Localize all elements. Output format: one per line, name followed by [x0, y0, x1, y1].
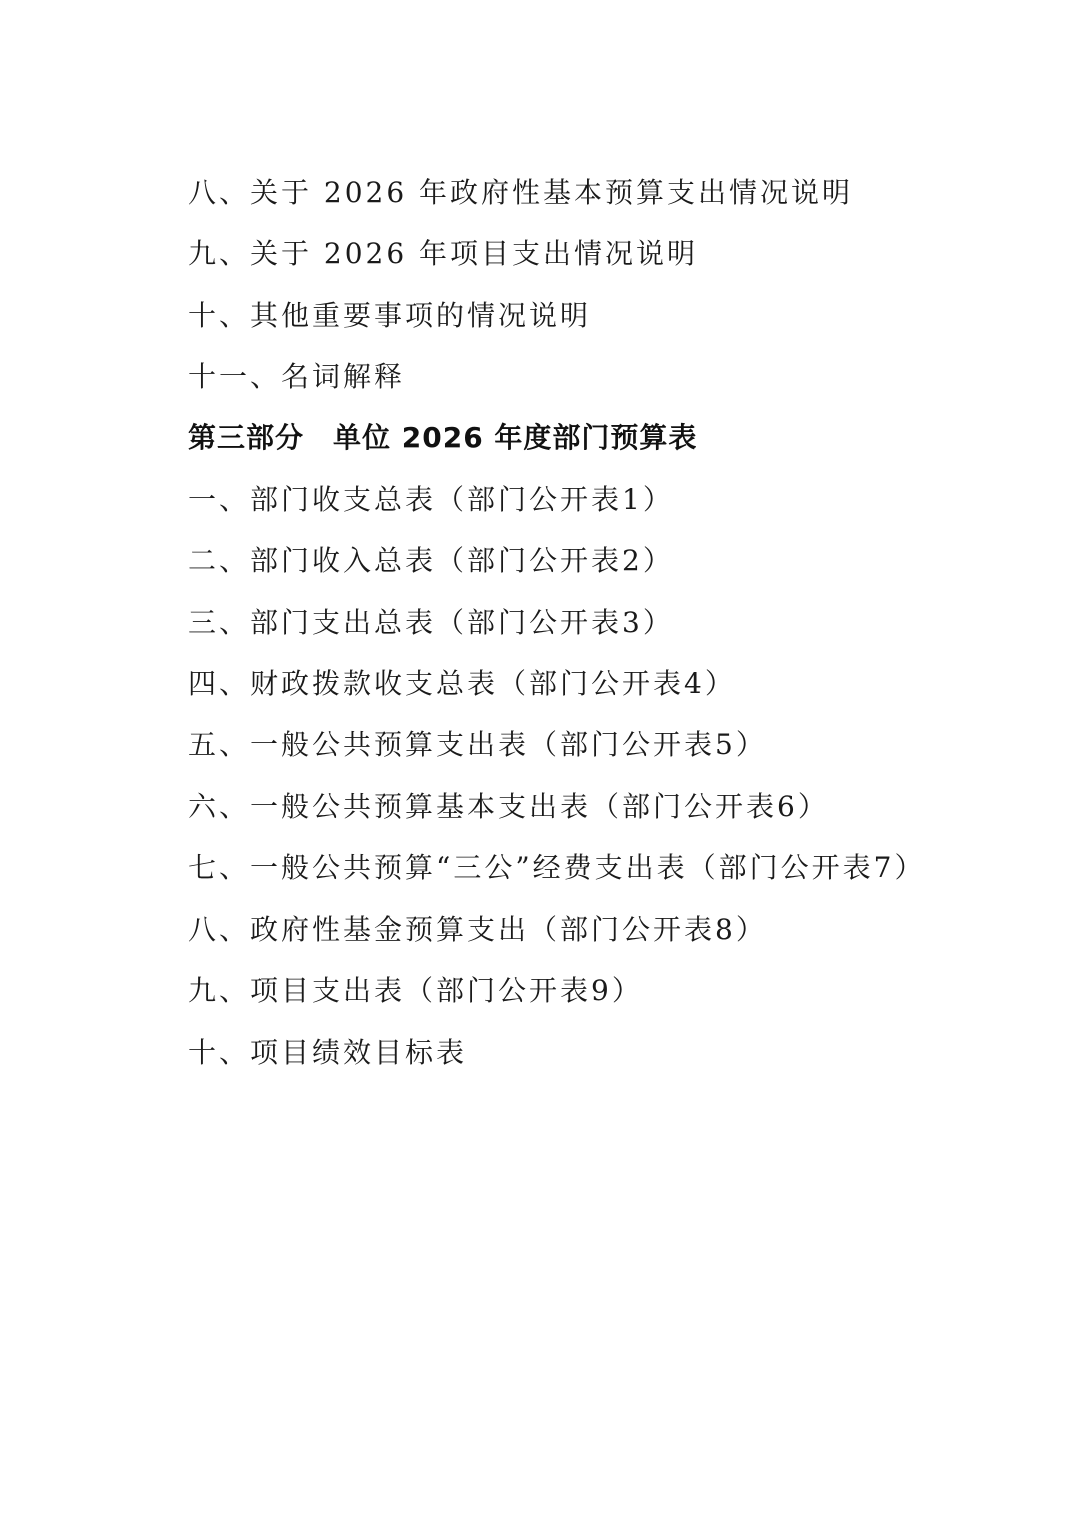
toc-item-table-10: 十、项目绩效目标表 [188, 1036, 468, 1069]
toc-item-table-5: 五、一般公共预算支出表（部门公开表5） [188, 728, 767, 761]
toc-item-table-1: 一、部门收支总表（部门公开表1） [188, 483, 674, 516]
toc-item-table-7: 七、一般公共预算“三公”经费支出表（部门公开表7） [188, 851, 926, 884]
toc-item-section2-11: 十一、名词解释 [188, 360, 406, 393]
toc-item-table-3: 三、部门支出总表（部门公开表3） [188, 606, 674, 639]
toc-item-table-4: 四、财政拨款收支总表（部门公开表4） [188, 667, 736, 700]
toc-item-table-9: 九、项目支出表（部门公开表9） [188, 974, 643, 1007]
toc-item-section2-8: 八、关于 2026 年政府性基本预算支出情况说明 [188, 176, 854, 209]
toc-item-table-8: 八、政府性基金预算支出（部门公开表8） [188, 913, 767, 946]
section3-heading: 第三部分 单位 2026 年度部门预算表 [188, 421, 698, 454]
toc-item-section2-9: 九、关于 2026 年项目支出情况说明 [188, 237, 699, 270]
toc-item-table-2: 二、部门收入总表（部门公开表2） [188, 544, 674, 577]
toc-item-table-6: 六、一般公共预算基本支出表（部门公开表6） [188, 790, 829, 823]
toc-item-section2-10: 十、其他重要事项的情况说明 [188, 299, 592, 332]
